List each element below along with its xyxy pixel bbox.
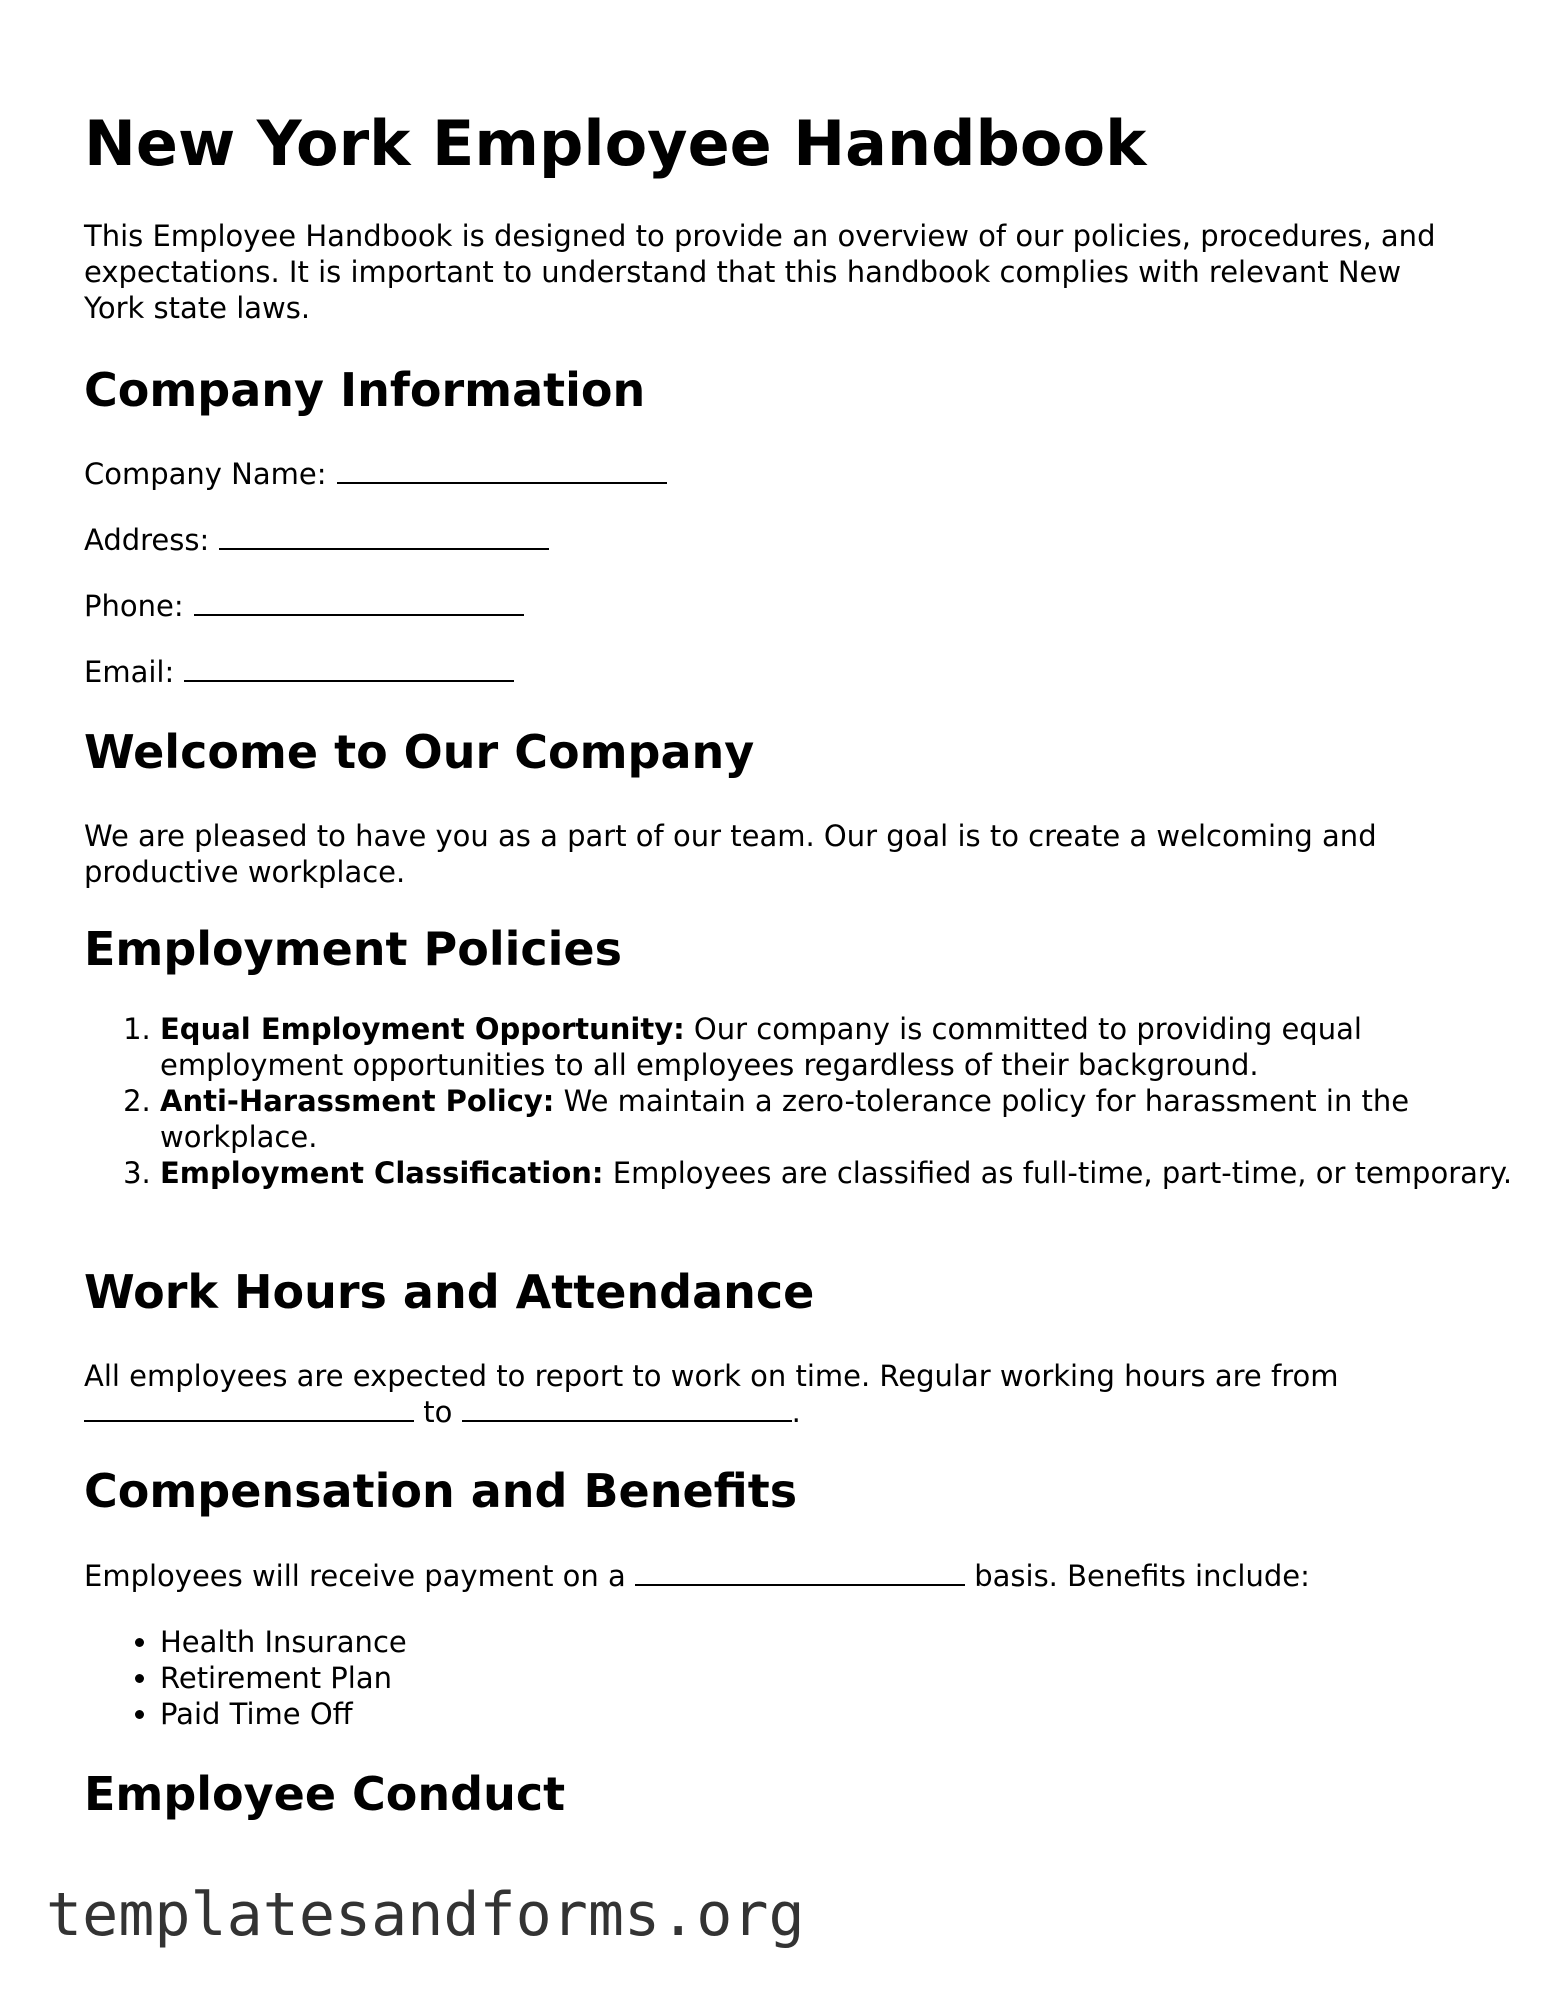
- company-name-blank[interactable]: [337, 460, 667, 484]
- pay-frequency-blank[interactable]: [635, 1562, 965, 1586]
- company-info-heading: Company Information: [84, 363, 646, 417]
- address-label: Address:: [84, 523, 210, 557]
- address-field: [84, 522, 549, 558]
- email-blank[interactable]: [184, 658, 514, 682]
- policies-heading: Employment Policies: [84, 922, 622, 976]
- email-field: [84, 654, 514, 690]
- end-time-blank[interactable]: [462, 1398, 792, 1422]
- compensation-text-after: basis. Benefits include:: [974, 1559, 1310, 1593]
- work-hours-connector: to: [423, 1395, 453, 1429]
- conduct-heading: Employee Conduct: [84, 1767, 566, 1821]
- policy-text: We maintain a zero-tolerance policy for harassment in the workplace.: [160, 1084, 1410, 1154]
- compensation-text-before: Employees will receive payment on a: [84, 1559, 626, 1593]
- start-time-blank[interactable]: [84, 1398, 414, 1422]
- watermark-text: templatesandforms.org: [46, 1880, 805, 1950]
- policy-term: Equal Employment Opportunity:: [160, 1012, 685, 1046]
- welcome-heading: Welcome to Our Company: [84, 725, 755, 779]
- policy-text: Employees are classified as full-time, part-time, or temporary.: [603, 1156, 1513, 1190]
- work-hours-paragraph: [84, 1358, 1464, 1430]
- policy-term: Employment Classification:: [160, 1156, 604, 1190]
- welcome-paragraph: We are pleased to have you as a part of our team. Our goal is to create a welcoming and productive workplace.: [84, 819, 1377, 889]
- list-item: • Retirement Plan: [160, 1660, 1460, 1696]
- list-item: [160, 1011, 1540, 1083]
- email-label: Email:: [84, 655, 175, 689]
- company-name-field: [84, 456, 667, 492]
- policies-list: [84, 1011, 1540, 1191]
- list-item: • Health Insurance: [160, 1624, 1460, 1660]
- compensation-paragraph: [84, 1558, 1310, 1594]
- address-blank[interactable]: [219, 526, 549, 550]
- list-item: • Paid Time Off: [160, 1696, 1460, 1732]
- work-hours-heading: Work Hours and Attendance: [84, 1265, 815, 1319]
- policy-text: Our company is committed to providing equal employment opportunities to all employees regardless of their background.: [160, 1012, 1362, 1082]
- work-hours-end: .: [791, 1395, 801, 1429]
- intro-paragraph: This Employee Handbook is designed to provide an overview of our policies, procedures, and expectations. It is important to understand that this handbook complies with relevant New York state laws.: [84, 219, 1436, 325]
- compensation-heading: Compensation and Benefits: [84, 1464, 798, 1518]
- company-name-label: Company Name:: [84, 457, 327, 491]
- list-item: [160, 1155, 1540, 1191]
- phone-label: Phone:: [84, 589, 184, 623]
- phone-field: [84, 588, 524, 624]
- phone-blank[interactable]: [194, 592, 524, 616]
- page-title: New York Employee Handbook: [84, 107, 1147, 180]
- work-hours-text: All employees are expected to report to work on time. Regular working hours are from: [84, 1359, 1339, 1393]
- benefits-list: [84, 1624, 1460, 1732]
- policy-term: Anti-Harassment Policy:: [160, 1084, 555, 1118]
- list-item: [160, 1083, 1540, 1155]
